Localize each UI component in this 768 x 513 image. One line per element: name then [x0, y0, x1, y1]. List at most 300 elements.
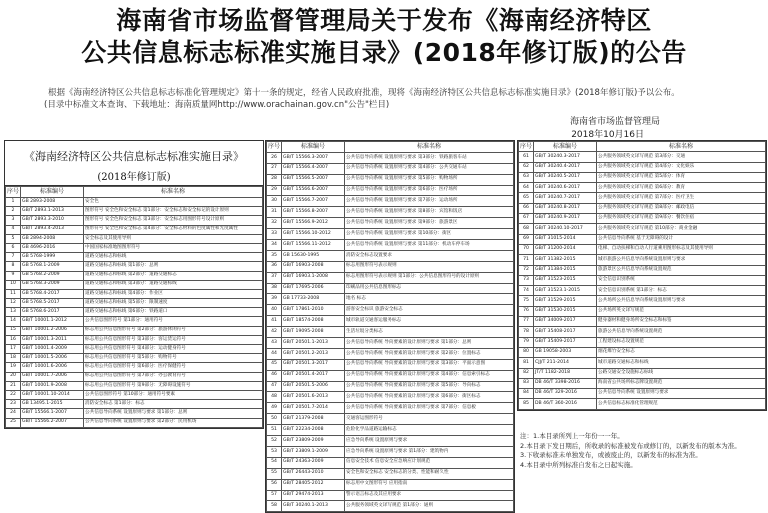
standard-code: GB/T 30240.5-2017	[534, 172, 597, 182]
standard-name: 公共场所英文译写规范	[597, 306, 766, 316]
row-number: 36	[267, 261, 282, 272]
standard-name: 公共服务领域英文译写规范 第4部分：文化娱乐	[597, 162, 766, 172]
row-number: 78	[519, 327, 534, 337]
standard-name: 生活垃圾分类标志	[345, 327, 514, 338]
standard-name: 公共服务领域英文译写规范 第7部分：医疗卫生	[597, 193, 766, 203]
standard-code: GB/T 20501.2-2013	[282, 348, 345, 359]
standard-code: GB/T 10001.4-2009	[21, 345, 84, 354]
standard-name: 图形符号 安全色和安全标志 第4部分：安全标志材料的色度属性和光度属性	[84, 225, 263, 234]
table-row	[267, 479, 514, 490]
standard-name: 公共信息导向系统 导向要素的设计原则与要求 第2部分：位置标志	[345, 348, 514, 359]
standard-code: DB 46/T 360-2016	[534, 399, 597, 409]
standard-name: 道路交通标志和标线 第6部分：铁路道口	[84, 308, 263, 317]
table-row	[267, 348, 514, 359]
standard-code: GB/T 2893.3-2010	[21, 216, 84, 225]
standard-name: 烟花爆竹安全标志	[597, 347, 766, 357]
note-line: 2.本目录下发日期后，所收录的标准被发布或修订的，以新发布的版本为准。	[520, 441, 741, 450]
table-row	[267, 436, 514, 447]
standard-name: 道路交通标志和标线 第1部分：总则	[84, 262, 263, 271]
standard-name: 公共信息导向系统 导向要素的设计原则与要求 第5部分：导向标志	[345, 381, 514, 392]
table-row	[519, 244, 766, 254]
page-title-line2: 公共信息标志标准实施目录》(2018年修订版)的公告	[81, 38, 687, 67]
row-number: 9	[6, 271, 21, 280]
table-row	[6, 308, 263, 317]
standard-code: GB/T 20501.1-2013	[282, 338, 345, 349]
table-row	[267, 250, 514, 261]
table-row	[6, 280, 263, 289]
column-header: 标准名称	[345, 142, 514, 153]
standard-code: GB 5768.4-2017	[21, 289, 84, 298]
standard-name: 公共信息导向系统 设置原则与要求 第5部分：购物场所	[345, 174, 514, 185]
row-number: 76	[519, 306, 534, 316]
standard-code: GB/T 15566.6-2007	[282, 185, 345, 196]
table-row	[6, 400, 263, 409]
standard-code: GB/T 10001.10-2014	[21, 390, 84, 399]
standard-name: 公共信息导向系统 导向要素的设计原则与要求 第4部分：信息索引标志	[345, 370, 514, 381]
table-row	[267, 370, 514, 381]
standard-name: 公共信息导向系统 设置原则与要求 第9部分：旅游景区	[345, 218, 514, 229]
table-row	[519, 265, 766, 275]
table-row	[519, 306, 766, 316]
row-number: 16	[6, 335, 21, 344]
row-number: 46	[267, 370, 282, 381]
column-header: 序号	[267, 142, 282, 153]
standard-name: 健身器材和健身场所安全标志和标签	[597, 317, 766, 327]
standard-name: 标志用图形符号表示规则	[345, 261, 514, 272]
table-row	[267, 446, 514, 457]
standard-code: GB/T 20501.7-2014	[282, 403, 345, 414]
row-number: 48	[267, 392, 282, 403]
table-grid-2	[266, 141, 514, 512]
table-row	[6, 354, 263, 363]
page-title-line1: 海南省市场监督管理局关于发布《海南经济特区	[116, 6, 652, 35]
standard-name: 道路交通标志和标线 第4部分：作业区	[84, 289, 263, 298]
standard-code: GB/T 17695-2006	[282, 283, 345, 294]
table-row	[6, 271, 263, 280]
row-number: 14	[6, 317, 21, 326]
standards-table-2	[265, 140, 515, 513]
standard-name: 道路交通标志和标线	[84, 253, 263, 262]
standard-code: GB 4696-2016	[21, 243, 84, 252]
standard-name: 电梯、自动扶梯和自动人行道乘用图形标志及其使用导则	[597, 244, 766, 254]
row-number: 34	[267, 240, 282, 251]
table-row	[267, 468, 514, 479]
standard-code: GB/T 31523.1-2015	[534, 286, 597, 296]
row-number: 61	[519, 152, 534, 162]
standard-name: 消防安全标志 第1部分：标志	[84, 400, 263, 409]
note-line: 4.本目录中所列标准自发布之日起实施。	[520, 460, 637, 469]
standard-name: 城市旅游公共信息导向系统设置原则与要求	[597, 255, 766, 265]
standard-code: GB/T 15566.2-2007	[21, 418, 84, 427]
table-row	[267, 381, 514, 392]
standard-name: 印刷品用公共信息图形标志	[345, 283, 514, 294]
table-row	[267, 327, 514, 338]
standard-name: 标志用公共信息图形符号 第9部分：无障碍设施符号	[84, 381, 263, 390]
standard-code: GB/T 30240.10-2017	[534, 224, 597, 234]
standard-name: 城市道路交通标志和标线	[597, 358, 766, 368]
row-number: 26	[267, 152, 282, 163]
standard-name: 公共信息导向系统 设置原则与要求 第8部分：宾馆和饭店	[345, 207, 514, 218]
table-row	[6, 243, 263, 252]
table-row	[267, 185, 514, 196]
table-row	[267, 501, 514, 512]
row-number: 13	[6, 308, 21, 317]
standard-code: GB/T 30240.1-2013	[282, 501, 345, 512]
standard-name: 公共服务领域英文译写规范 第3部分：交通	[597, 152, 766, 162]
row-number: 68	[519, 224, 534, 234]
row-number: 5	[6, 234, 21, 243]
standard-code: GB/T 15566.3-2007	[282, 152, 345, 163]
table-row	[267, 152, 514, 163]
standard-code: GB/T 31382-2015	[534, 255, 597, 265]
table-row	[519, 296, 766, 306]
row-number: 1	[6, 198, 21, 207]
table-grid-1	[5, 186, 263, 428]
column-header: 标准名称	[84, 187, 263, 198]
standard-name: 公共信息导向系统 设置原则与要求 第10部分：街区	[345, 229, 514, 240]
table-row	[6, 390, 263, 399]
row-number: 85	[519, 399, 534, 409]
table-header-row	[267, 142, 514, 153]
standard-name: 公共信息导向系统 设置原则与要求 第3部分：铁路旅客车站	[345, 152, 514, 163]
standard-code: GB/T 30240.9-2017	[534, 214, 597, 224]
standard-code: GB/T 20501.5-2006	[282, 381, 345, 392]
standard-name: 城市轨道交通客运服务标志	[345, 316, 514, 327]
standard-code: JT/T 1182-2018	[534, 368, 597, 378]
standard-name: 标志用中文图形符号 应用指南	[345, 479, 514, 490]
row-number: 73	[519, 275, 534, 285]
standard-name: 道路交通标志和标线 第2部分：道路交通标志	[84, 271, 263, 280]
standard-code: GB/T 20501.6-2013	[282, 392, 345, 403]
table-row	[267, 490, 514, 501]
table-row	[267, 196, 514, 207]
column-header: 标准编号	[282, 142, 345, 153]
table-row	[6, 381, 263, 390]
table-row	[519, 317, 766, 327]
table-row	[6, 207, 263, 216]
standard-name: 公共信息导向系统 设置原则与要求 第2部分：民用机场	[84, 418, 263, 427]
row-number: 45	[267, 359, 282, 370]
table-row	[267, 359, 514, 370]
standard-code: GB/T 17861-2010	[282, 305, 345, 316]
standard-name: 标志用公共信息图形符号 第3部分：客运货运符号	[84, 335, 263, 344]
standard-code: GB 2893-2008	[21, 198, 84, 207]
table-row	[6, 363, 263, 372]
standard-code: GB 17733-2008	[282, 294, 345, 305]
table-row	[519, 327, 766, 337]
standard-code: GB/T 15566.9-2012	[282, 218, 345, 229]
table-row	[6, 198, 263, 207]
standard-code: GB/T 10001.9-2008	[21, 381, 84, 390]
row-number: 17	[6, 345, 21, 354]
row-number: 43	[267, 338, 282, 349]
row-number: 69	[519, 234, 534, 244]
standard-code: GB/T 23809-2009	[282, 436, 345, 447]
table-row	[519, 286, 766, 296]
table-row	[267, 403, 514, 414]
row-number: 18	[6, 354, 21, 363]
table-row	[519, 203, 766, 213]
table-row	[267, 294, 514, 305]
standard-name: 公共信息导向系统 基于无障碍的设计	[597, 234, 766, 244]
column-header: 标准编号	[534, 142, 597, 152]
row-number: 6	[6, 243, 21, 252]
table-grid-3	[518, 141, 766, 410]
standard-name: 工程建设标志设置规范	[597, 337, 766, 347]
row-number: 35	[267, 250, 282, 261]
standard-code: GB/T 15566.5-2007	[282, 174, 345, 185]
row-number: 66	[519, 203, 534, 213]
table-row	[519, 337, 766, 347]
standard-code: CJJ/T 211-2014	[534, 358, 597, 368]
standard-code: GB 5768.2-2009	[21, 271, 84, 280]
standard-code: GB 13495.1-2015	[21, 400, 84, 409]
table-row	[267, 414, 514, 425]
standard-name: 标志用图形符号表示规则 第1部分：公共信息图形符号的设计原则	[345, 272, 514, 283]
standard-name: 公共信息导向系统 设置原则与要求	[597, 389, 766, 399]
row-number: 33	[267, 229, 282, 240]
row-number: 77	[519, 317, 534, 327]
standard-name: 公共服务领域英文译写规范 第9部分：餐饮住宿	[597, 214, 766, 224]
table-row	[267, 229, 514, 240]
row-number: 28	[267, 174, 282, 185]
table-row	[6, 409, 263, 418]
standard-code: DB 46/T 329-2016	[534, 389, 597, 399]
table-row	[6, 345, 263, 354]
standard-name: 安全信息识别系统	[597, 275, 766, 285]
table-row	[267, 338, 514, 349]
standard-name: 安全色	[84, 198, 263, 207]
table-row	[267, 261, 514, 272]
standard-name: 标志用公共信息图形符号 第6部分：医疗保健符号	[84, 363, 263, 372]
standard-name: 应急导向系统 设置原则与要求 第1部分：建筑物内	[345, 446, 514, 457]
row-number: 39	[267, 294, 282, 305]
row-number: 53	[267, 446, 282, 457]
standard-name: 公共信息导向系统 设置原则与要求 第11部分：机动车停车场	[345, 240, 514, 251]
row-number: 15	[6, 326, 21, 335]
table-row	[519, 275, 766, 285]
table-row	[267, 240, 514, 251]
row-number: 71	[519, 255, 534, 265]
column-header: 标准名称	[597, 142, 766, 152]
row-number: 65	[519, 193, 534, 203]
row-number: 54	[267, 457, 282, 468]
standard-code: GB/T 31529-2015	[534, 296, 597, 306]
table-row	[6, 216, 263, 225]
standard-code: GB/T 2893.4-2013	[21, 225, 84, 234]
standard-code: GB 2894-2008	[21, 234, 84, 243]
row-number: 74	[519, 286, 534, 296]
row-number: 84	[519, 389, 534, 399]
row-number: 2	[6, 207, 21, 216]
standard-code: GB/T 20501.3-2017	[282, 359, 345, 370]
table-row	[519, 368, 766, 378]
table-row	[519, 193, 766, 203]
row-number: 57	[267, 490, 282, 501]
row-number: 51	[267, 425, 282, 436]
standard-code: GB/T 35409-2017	[534, 337, 597, 347]
row-number: 42	[267, 327, 282, 338]
standard-code: GB/T 30240.6-2017	[534, 183, 597, 193]
row-number: 21	[6, 381, 21, 390]
standard-code: GB/T 26443-2010	[282, 468, 345, 479]
standard-code: GB/T 22234-2008	[282, 425, 345, 436]
standard-code: GB/T 15566.10-2012	[282, 229, 345, 240]
row-number: 20	[6, 372, 21, 381]
table-row	[6, 372, 263, 381]
standard-name: 公共信息导向系统 设置原则与要求 第6部分：医疗场所	[345, 185, 514, 196]
standard-code: GB 5768.5-2017	[21, 299, 84, 308]
table-row	[519, 183, 766, 193]
row-number: 11	[6, 289, 21, 298]
standard-code: GB 5768.1-2009	[21, 262, 84, 271]
standard-code: GB/T 28405-2012	[282, 479, 345, 490]
table-row	[267, 207, 514, 218]
standard-name: 公共信息标志标准化管理规范	[597, 399, 766, 409]
standard-name: 公共服务领域英文译写规范 第5部分：体育	[597, 172, 766, 182]
standard-name: 公共信息图形符号 第1部分：通用符号	[84, 317, 263, 326]
standard-code: GB/T 16903-2008	[282, 261, 345, 272]
standard-name: 图形符号 安全色和安全标志 第1部分：安全标志和安全标记的设计原则	[84, 207, 263, 216]
table-row	[519, 234, 766, 244]
standard-name: 公共信息导向系统 设置原则与要求 第4部分：公共交通车站	[345, 163, 514, 174]
row-number: 55	[267, 468, 282, 479]
standard-code: GB/T 29474-2013	[282, 490, 345, 501]
row-number: 8	[6, 262, 21, 271]
standard-code: GB/T 31200-2014	[534, 244, 597, 254]
row-number: 32	[267, 218, 282, 229]
standard-code: GB/T 30240.8-2017	[534, 203, 597, 213]
row-number: 58	[267, 501, 282, 512]
table-row	[267, 305, 514, 316]
standard-name: 公共信息图形符号 第10部分：通用符号要素	[84, 390, 263, 399]
row-number: 50	[267, 414, 282, 425]
standard-code: DB 46/T 3398-2016	[534, 378, 597, 388]
standard-name: 公共信息导向系统 导向要素的设计原则与要求 第6部分：街区标志	[345, 392, 514, 403]
standard-name: 安全标志及其使用导则	[84, 234, 263, 243]
row-number: 63	[519, 172, 534, 182]
row-number: 19	[6, 363, 21, 372]
table-row	[6, 326, 263, 335]
row-number: 30	[267, 196, 282, 207]
row-number: 27	[267, 163, 282, 174]
standard-name: 游客安全标识 旅游安全标志	[345, 305, 514, 316]
table-row	[6, 262, 263, 271]
row-number: 40	[267, 305, 282, 316]
standard-name: 公共服务领域英文译写规范 第10部分：商业金融	[597, 224, 766, 234]
standard-name: 地名 标志	[345, 294, 514, 305]
standard-name: 标志用公共信息图形符号 第2部分：旅游休闲符号	[84, 326, 263, 335]
table-row	[6, 289, 263, 298]
standard-name: 安全信息识别系统 第1部分：标志	[597, 286, 766, 296]
table-row	[267, 174, 514, 185]
table-row	[267, 457, 514, 468]
standard-name: 旅游公共信息导向系统设置规范	[597, 327, 766, 337]
table-row	[267, 163, 514, 174]
column-header: 序号	[6, 187, 21, 198]
standard-code: GB/T 34009-2017	[534, 317, 597, 327]
table-row	[267, 392, 514, 403]
standard-name: 危险化学品道路运输标志	[345, 425, 514, 436]
row-number: 83	[519, 378, 534, 388]
standard-code: GB/T 15566.4-2007	[282, 163, 345, 174]
table-row	[519, 389, 766, 399]
table-row	[6, 299, 263, 308]
table-row	[519, 347, 766, 357]
standard-code: GB/T 23809.1-2009	[282, 446, 345, 457]
standard-name: 安全色和安全标志 安全标志的分类、性能和耐久性	[345, 468, 514, 479]
standard-name: 公共信息导向系统 设置原则与要求 第1部分：总则	[84, 409, 263, 418]
row-number: 47	[267, 381, 282, 392]
row-number: 7	[6, 253, 21, 262]
row-number: 29	[267, 185, 282, 196]
standard-name: 公共场所公共信息导向系统设置原则与要求	[597, 296, 766, 306]
standard-code: GB/T 15566.11-2012	[282, 240, 345, 251]
standard-code: GB/T 30240.3-2017	[534, 152, 597, 162]
standard-code: GB/T 31384-2015	[534, 265, 597, 275]
standard-code: GB/T 35408-2017	[534, 327, 597, 337]
standard-code: GB/T 10001.1-2012	[21, 317, 84, 326]
table-title: 《海南经济特区公共信息标志标准实施目录》	[24, 150, 244, 163]
standard-code: GB/T 15566.8-2007	[282, 207, 345, 218]
standard-code: GB/T 30240.4-2017	[534, 162, 597, 172]
intro-text: 根据《海南经济特区公共信息标志标准化管理规定》第十一条的规定，经省人民政府批准，现将《海南经济特区公共信息标志标准实施目录》(2018年修订版)予以公布。	[48, 88, 680, 98]
row-number: 82	[519, 368, 534, 378]
row-number: 41	[267, 316, 282, 327]
table-row	[267, 316, 514, 327]
row-number: 44	[267, 348, 282, 359]
column-header: 序号	[519, 142, 534, 152]
column-header: 标准编号	[21, 187, 84, 198]
row-number: 75	[519, 296, 534, 306]
row-number: 3	[6, 216, 21, 225]
row-number: 79	[519, 337, 534, 347]
row-number: 56	[267, 479, 282, 490]
standard-name: 公共信息导向系统 导向要素的设计原则与要求 第1部分：总则	[345, 338, 514, 349]
row-number: 4	[6, 225, 21, 234]
row-number: 12	[6, 299, 21, 308]
standard-code: GB/T 2893.1-2013	[21, 207, 84, 216]
table-row	[519, 224, 766, 234]
standard-name: 公共服务领域英文译写规范 第1部分：通则	[345, 501, 514, 512]
table-row	[519, 255, 766, 265]
row-number: 24	[6, 409, 21, 418]
standard-name: 道路交通标志和标线 第3部分：道路交通标线	[84, 280, 263, 289]
row-number: 10	[6, 280, 21, 289]
standard-code: GB/T 19095-2008	[282, 327, 345, 338]
standard-name: 公共服务领域英文译写规范 第8部分：邮政电信	[597, 203, 766, 213]
table-row	[267, 272, 514, 283]
standard-code: GB/T 18574-2008	[282, 316, 345, 327]
standard-name: 旅游景区公共信息导向系统设置规范	[597, 265, 766, 275]
standard-code: GB/T 21379-2008	[282, 414, 345, 425]
standard-name: 海南省公共场所标志牌设置规范	[597, 378, 766, 388]
standard-code: GB/T 31523-2015	[534, 275, 597, 285]
row-number: 80	[519, 347, 534, 357]
standard-code: GB/T 10001.7-2006	[21, 372, 84, 381]
row-number: 52	[267, 436, 282, 447]
standard-name: 交通客运图形符号	[345, 414, 514, 425]
standard-code: GB/T 31015-2014	[534, 234, 597, 244]
intro-download-note: (目录中标准文本查询、下载地址：海南质量网http://www.orachainan.gov.cn"公告"栏目)	[44, 100, 390, 110]
standard-name: 消防安全标志设置要求	[345, 250, 514, 261]
standard-name: 标志用公共信息图形符号 第5部分：购物符号	[84, 354, 263, 363]
standard-code: GB/T 10001.3-2011	[21, 335, 84, 344]
table-header-row	[519, 142, 766, 152]
table-row	[6, 234, 263, 243]
row-number: 23	[6, 400, 21, 409]
table-row	[519, 172, 766, 182]
